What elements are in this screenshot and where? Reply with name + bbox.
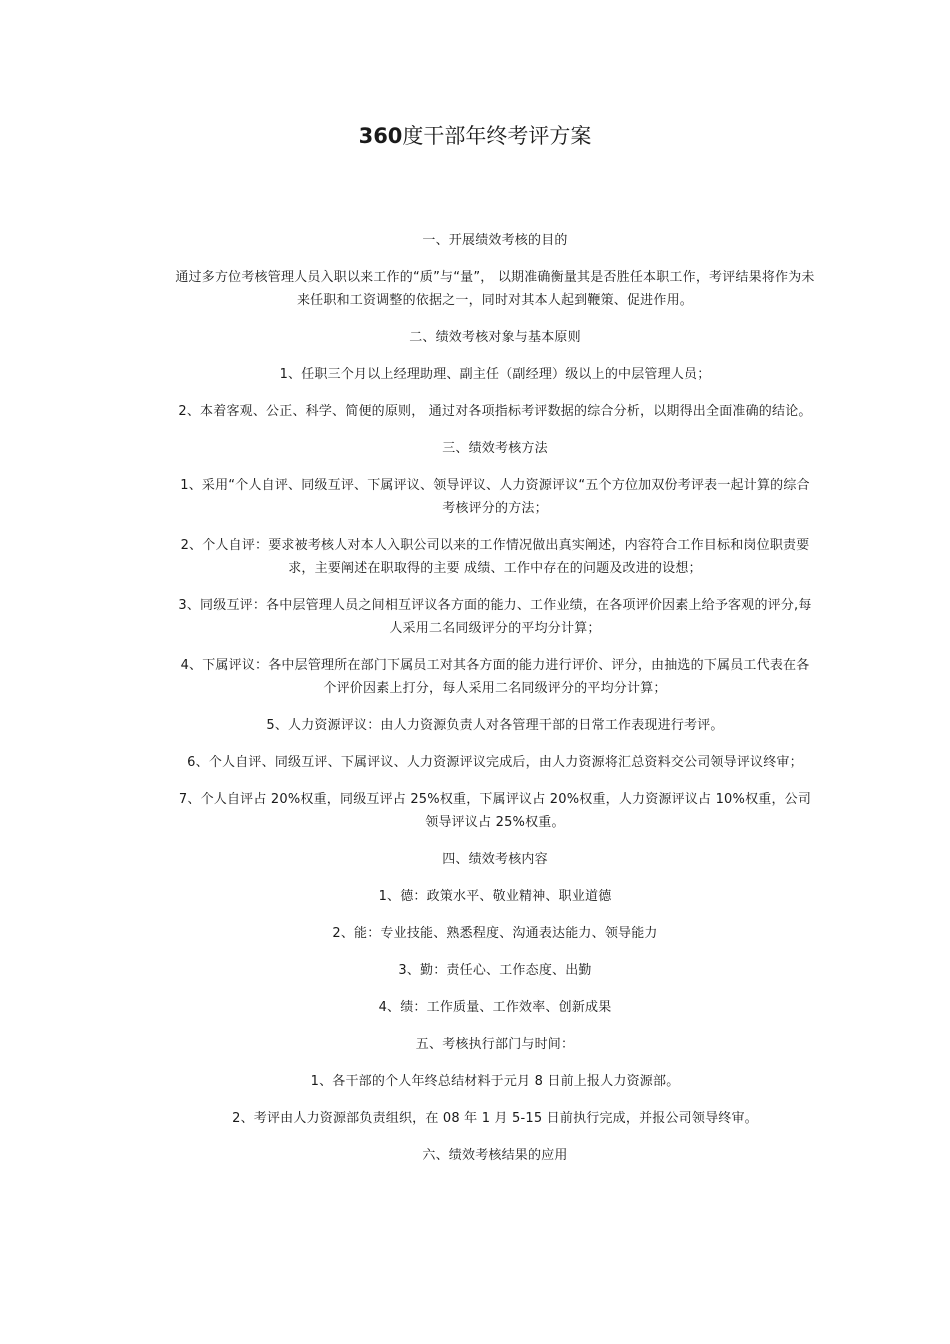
section-heading-schedule: 五、考核执行部门与时间：: [415, 1037, 575, 1052]
paragraph-purpose: 通过多方位考核管理人员入职以来工作的“质”与“量”， 以期准确衡量其是否胜任本职工作，考评结果将作为未来任职和工资调整的依据之一，同时对其本人起到鞭策、促进作用。: [175, 270, 815, 308]
list-item-method-5: 5、人力资源评议：由人力资源负责人对各管理干部的日常工作表现进行考评。: [266, 718, 724, 733]
document-title: [0, 122, 950, 150]
list-item-content-3: 3、勤：责任心、工作态度、出勤: [398, 963, 592, 978]
section-heading-targets: 二、绩效考核对象与基本原则: [409, 330, 581, 345]
list-item-method-7: 7、个人自评占 20%权重，同级互评占 25%权重，下属评议占 20%权重，人力资源评议占 10%权重，公司领导评议占 25%权重。: [178, 792, 812, 830]
list-item-method-6: 6、个人自评、同级互评、下属评议、人力资源评议完成后，由人力资源将汇总资料交公司领导评议终审；: [187, 755, 803, 770]
list-item-method-4: 4、下属评议：各中层管理所在部门下属员工对其各方面的能力进行评价、评分，由抽选的下属员工代表在各个评价因素上打分，每人采用二名同级评分的平均分计算；: [180, 658, 810, 696]
title-text: 度干部年终考评方案: [402, 124, 592, 148]
list-item-target-2: 2、本着客观、公正、科学、简便的原则， 通过对各项指标考评数据的综合分析，以期得出全面准确的结论。: [178, 404, 812, 419]
section-heading-purpose: 一、开展绩效考核的目的: [422, 233, 568, 248]
section-heading-application: 六、绩效考核结果的应用: [422, 1148, 568, 1163]
title-number: 360: [358, 124, 403, 148]
list-item-method-2: 2、个人自评：要求被考核人对本人入职公司以来的工作情况做出真实阐述，内容符合工作目标和岗位职责要求，主要阐述在职取得的主要 成绩、工作中存在的问题及改进的设想；: [180, 538, 810, 576]
list-item-content-1: 1、德：政策水平、敬业精神、职业道德: [378, 889, 612, 904]
list-item-target-1: 1、任职三个月以上经理助理、副主任（副经理）级以上的中层管理人员；: [279, 367, 711, 382]
document-body: [175, 229, 815, 1181]
list-item-content-2: 2、能：专业技能、熟悉程度、沟通表达能力、领导能力: [332, 926, 658, 941]
section-heading-content: 四、绩效考核内容: [442, 852, 548, 867]
list-item-content-4: 4、绩：工作质量、工作效率、创新成果: [378, 1000, 612, 1015]
list-item-schedule-2: 2、考评由人力资源部负责组织，在 08 年 1 月 5-15 日前执行完成，并报公司领导终审。: [232, 1111, 758, 1126]
section-heading-methods: 三、绩效考核方法: [442, 441, 548, 456]
list-item-method-1: 1、采用“个人自评、同级互评、下属评议、领导评议、人力资源评议“五个方位加双份考评表一起计算的综合考核评分的方法；: [180, 478, 810, 516]
list-item-method-3: 3、同级互评：各中层管理人员之间相互评议各方面的能力、工作业绩，在各项评价因素上给予客观的评分,每人采用二名同级评分的平均分计算；: [178, 598, 812, 636]
list-item-schedule-1: 1、各干部的个人年终总结材料于元月 8 日前上报人力资源部。: [310, 1074, 680, 1089]
